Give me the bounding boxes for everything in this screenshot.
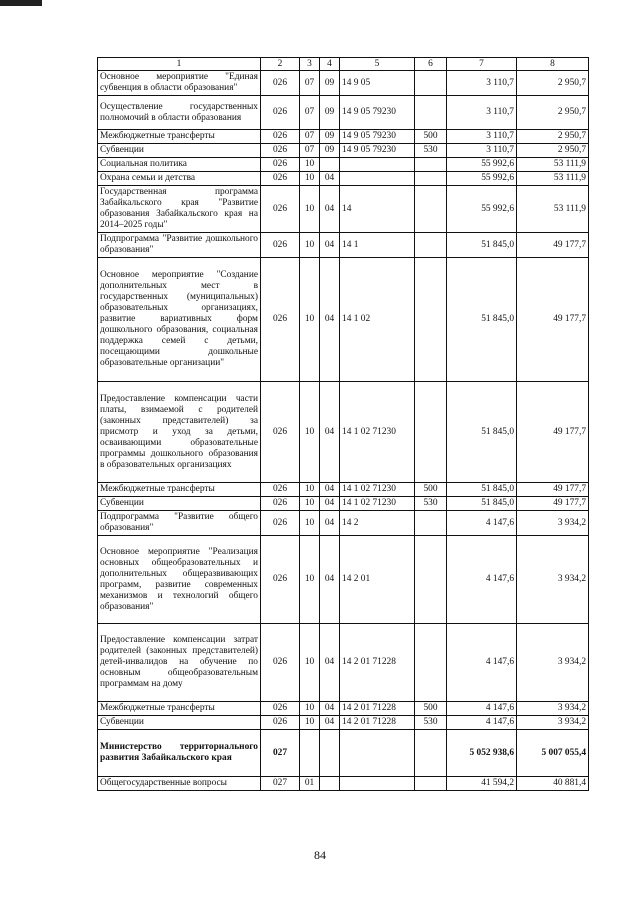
expense-type-cell [415, 382, 447, 483]
subsection-code-cell [320, 158, 340, 172]
ministry-code-cell: 026 [261, 158, 300, 172]
amount-col8-cell: 3 934,2 [517, 624, 589, 702]
expense-type-cell: 500 [415, 130, 447, 144]
amount-col7-cell: 51 845,0 [447, 233, 517, 258]
subsection-code-cell: 09 [320, 71, 340, 96]
target-article-cell: 14 1 02 71230 [340, 483, 415, 497]
amount-col7-cell: 3 110,7 [447, 96, 517, 130]
table-row [98, 511, 589, 536]
target-article-cell: 14 2 01 [340, 536, 415, 624]
row-name-cell: Общегосударственные вопросы [98, 777, 261, 791]
ministry-code-cell: 026 [261, 130, 300, 144]
subsection-code-cell: 09 [320, 130, 340, 144]
expense-type-cell: 500 [415, 702, 447, 716]
subsection-code-cell: 09 [320, 144, 340, 158]
table-row [98, 158, 589, 172]
table-row [98, 96, 589, 130]
amount-col8-cell: 2 950,7 [517, 71, 589, 96]
subsection-code-cell: 04 [320, 186, 340, 233]
amount-col7-cell: 51 845,0 [447, 382, 517, 483]
row-name-cell: Подпрограмма "Развитие общего образования" [98, 511, 261, 536]
amount-col7-cell: 3 110,7 [447, 130, 517, 144]
subsection-code-cell: 04 [320, 258, 340, 382]
row-name-cell: Подпрограмма "Развитие дошкольного образования" [98, 233, 261, 258]
ministry-code-cell: 026 [261, 144, 300, 158]
table-row [98, 130, 589, 144]
amount-col8-cell: 3 934,2 [517, 702, 589, 716]
target-article-cell: 14 1 02 [340, 258, 415, 382]
row-name-cell: Субвенции [98, 144, 261, 158]
section-code-cell: 07 [300, 144, 320, 158]
target-article-cell: 14 [340, 186, 415, 233]
section-code-cell: 10 [300, 233, 320, 258]
amount-col8-cell: 3 934,2 [517, 716, 589, 730]
budget-table [97, 57, 589, 791]
amount-col7-cell: 51 845,0 [447, 497, 517, 511]
table-body [98, 71, 589, 791]
row-name-cell: Государственная программа Забайкальского края "Развитие образования Забайкальского края на 2014–2025 годы" [98, 186, 261, 233]
row-name-cell: Субвенции [98, 497, 261, 511]
expense-type-cell [415, 730, 447, 777]
table-row [98, 71, 589, 96]
table-row [98, 536, 589, 624]
row-name-cell: Основное мероприятие "Создание дополнительных мест в государственных (муниципальных) образовательных организациях, развитие вариативных форм дошкольного образования, социальная поддержка семей с детьми, посещающими дошкольные образовательные организации" [98, 258, 261, 382]
expense-type-cell [415, 777, 447, 791]
target-article-cell [340, 172, 415, 186]
row-name-cell: Осуществление государственных полномочий в области образования [98, 96, 261, 130]
expense-type-cell [415, 624, 447, 702]
expense-type-cell [415, 186, 447, 233]
column-header: 8 [517, 58, 589, 71]
ministry-code-cell: 026 [261, 536, 300, 624]
ministry-code-cell: 026 [261, 511, 300, 536]
target-article-cell: 14 2 01 71228 [340, 624, 415, 702]
subsection-code-cell: 04 [320, 233, 340, 258]
subsection-code-cell: 04 [320, 702, 340, 716]
amount-col8-cell: 2 950,7 [517, 130, 589, 144]
column-header: 4 [320, 58, 340, 71]
column-header: 5 [340, 58, 415, 71]
column-header: 3 [300, 58, 320, 71]
table-row [98, 144, 589, 158]
amount-col7-cell: 41 594,2 [447, 777, 517, 791]
expense-type-cell: 500 [415, 483, 447, 497]
ministry-code-cell: 026 [261, 258, 300, 382]
target-article-cell: 14 9 05 79230 [340, 130, 415, 144]
expense-type-cell: 530 [415, 716, 447, 730]
section-code-cell: 07 [300, 96, 320, 130]
amount-col7-cell: 55 992,6 [447, 172, 517, 186]
ministry-code-cell: 027 [261, 730, 300, 777]
subsection-code-cell: 04 [320, 536, 340, 624]
amount-col8-cell: 2 950,7 [517, 144, 589, 158]
row-name-cell: Предоставление компенсации части платы, взимаемой с родителей (законных представителей) за присмотр и уход за детьми, осваивающими образовательные программы дошкольного образования в образовательных организациях [98, 382, 261, 483]
section-code-cell: 10 [300, 716, 320, 730]
subsection-code-cell [320, 730, 340, 777]
target-article-cell: 14 9 05 [340, 71, 415, 96]
amount-col8-cell: 53 111,9 [517, 158, 589, 172]
amount-col8-cell: 3 934,2 [517, 536, 589, 624]
amount-col8-cell: 49 177,7 [517, 483, 589, 497]
section-code-cell: 10 [300, 258, 320, 382]
row-name-cell: Межбюджетные трансферты [98, 130, 261, 144]
section-code-cell [300, 730, 320, 777]
page-number: 84 [314, 848, 326, 862]
section-code-cell: 07 [300, 71, 320, 96]
row-name-cell: Министерство территориального развития Забайкальского края [98, 730, 261, 777]
table-row [98, 716, 589, 730]
scan-edge-mark [0, 0, 42, 6]
expense-type-cell [415, 96, 447, 130]
target-article-cell: 14 2 01 71228 [340, 716, 415, 730]
table-row [98, 172, 589, 186]
table-row [98, 258, 589, 382]
section-code-cell: 01 [300, 777, 320, 791]
amount-col7-cell: 3 110,7 [447, 71, 517, 96]
target-article-cell [340, 777, 415, 791]
amount-col7-cell: 4 147,6 [447, 716, 517, 730]
ministry-code-cell: 026 [261, 96, 300, 130]
table-row [98, 186, 589, 233]
amount-col8-cell: 49 177,7 [517, 497, 589, 511]
ministry-code-cell: 026 [261, 497, 300, 511]
ministry-code-cell: 026 [261, 71, 300, 96]
row-name-cell: Основное мероприятие "Реализация основных общеобразовательных и дополнительных общеразвивающих программ, развитие современных механизмов и технологий общего образования" [98, 536, 261, 624]
table-row [98, 777, 589, 791]
amount-col7-cell: 3 110,7 [447, 144, 517, 158]
expense-type-cell [415, 258, 447, 382]
section-code-cell: 10 [300, 382, 320, 483]
expense-type-cell [415, 71, 447, 96]
row-name-cell: Предоставление компенсации затрат родителей (законных представителей) детей-инвалидов на обучение по основным общеобразовательным программам на дому [98, 624, 261, 702]
subsection-code-cell: 04 [320, 716, 340, 730]
table-row [98, 702, 589, 716]
subsection-code-cell: 04 [320, 382, 340, 483]
table-row [98, 483, 589, 497]
amount-col7-cell: 55 992,6 [447, 158, 517, 172]
subsection-code-cell: 04 [320, 497, 340, 511]
row-name-cell: Социальная политика [98, 158, 261, 172]
subsection-code-cell: 04 [320, 624, 340, 702]
section-code-cell: 10 [300, 511, 320, 536]
section-code-cell: 10 [300, 483, 320, 497]
ministry-code-cell: 026 [261, 172, 300, 186]
expense-type-cell [415, 536, 447, 624]
expense-type-cell: 530 [415, 144, 447, 158]
ministry-code-cell: 026 [261, 382, 300, 483]
section-code-cell: 10 [300, 624, 320, 702]
target-article-cell: 14 2 [340, 511, 415, 536]
amount-col7-cell: 51 845,0 [447, 483, 517, 497]
subsection-code-cell: 04 [320, 172, 340, 186]
ministry-code-cell: 026 [261, 624, 300, 702]
amount-col7-cell: 51 845,0 [447, 258, 517, 382]
expense-type-cell [415, 511, 447, 536]
header-row [98, 58, 589, 71]
column-header: 1 [98, 58, 261, 71]
amount-col8-cell: 53 111,9 [517, 186, 589, 233]
amount-col7-cell: 4 147,6 [447, 624, 517, 702]
row-name-cell: Межбюджетные трансферты [98, 483, 261, 497]
amount-col8-cell: 49 177,7 [517, 233, 589, 258]
target-article-cell: 14 9 05 79230 [340, 144, 415, 158]
row-name-cell: Охрана семьи и детства [98, 172, 261, 186]
amount-col8-cell: 2 950,7 [517, 96, 589, 130]
amount-col8-cell: 53 111,9 [517, 172, 589, 186]
target-article-cell: 14 1 02 71230 [340, 382, 415, 483]
target-article-cell [340, 158, 415, 172]
subsection-code-cell: 09 [320, 96, 340, 130]
target-article-cell: 14 2 01 71228 [340, 702, 415, 716]
amount-col8-cell: 40 881,4 [517, 777, 589, 791]
amount-col7-cell: 5 052 938,6 [447, 730, 517, 777]
table-row [98, 730, 589, 777]
table-row [98, 382, 589, 483]
row-name-cell: Межбюджетные трансферты [98, 702, 261, 716]
section-code-cell: 10 [300, 536, 320, 624]
column-header: 2 [261, 58, 300, 71]
expense-type-cell [415, 172, 447, 186]
section-code-cell: 10 [300, 172, 320, 186]
target-article-cell: 14 9 05 79230 [340, 96, 415, 130]
amount-col8-cell: 49 177,7 [517, 258, 589, 382]
amount-col8-cell: 49 177,7 [517, 382, 589, 483]
subsection-code-cell [320, 777, 340, 791]
expense-type-cell [415, 233, 447, 258]
row-name-cell: Основное мероприятие "Единая субвенция в области образования" [98, 71, 261, 96]
target-article-cell: 14 1 02 71230 [340, 497, 415, 511]
section-code-cell: 07 [300, 130, 320, 144]
ministry-code-cell: 026 [261, 483, 300, 497]
amount-col7-cell: 4 147,6 [447, 702, 517, 716]
section-code-cell: 10 [300, 702, 320, 716]
amount-col8-cell: 3 934,2 [517, 511, 589, 536]
target-article-cell: 14 1 [340, 233, 415, 258]
table-row [98, 497, 589, 511]
column-header: 6 [415, 58, 447, 71]
section-code-cell: 10 [300, 497, 320, 511]
amount-col7-cell: 4 147,6 [447, 536, 517, 624]
ministry-code-cell: 026 [261, 233, 300, 258]
subsection-code-cell: 04 [320, 511, 340, 536]
section-code-cell: 10 [300, 186, 320, 233]
expense-type-cell: 530 [415, 497, 447, 511]
ministry-code-cell: 027 [261, 777, 300, 791]
expense-type-cell [415, 158, 447, 172]
column-header: 7 [447, 58, 517, 71]
amount-col7-cell: 4 147,6 [447, 511, 517, 536]
ministry-code-cell: 026 [261, 702, 300, 716]
subsection-code-cell: 04 [320, 483, 340, 497]
ministry-code-cell: 026 [261, 186, 300, 233]
row-name-cell: Субвенции [98, 716, 261, 730]
amount-col7-cell: 55 992,6 [447, 186, 517, 233]
amount-col8-cell: 5 007 055,4 [517, 730, 589, 777]
target-article-cell [340, 730, 415, 777]
table-row [98, 624, 589, 702]
ministry-code-cell: 026 [261, 716, 300, 730]
section-code-cell: 10 [300, 158, 320, 172]
table-row [98, 233, 589, 258]
